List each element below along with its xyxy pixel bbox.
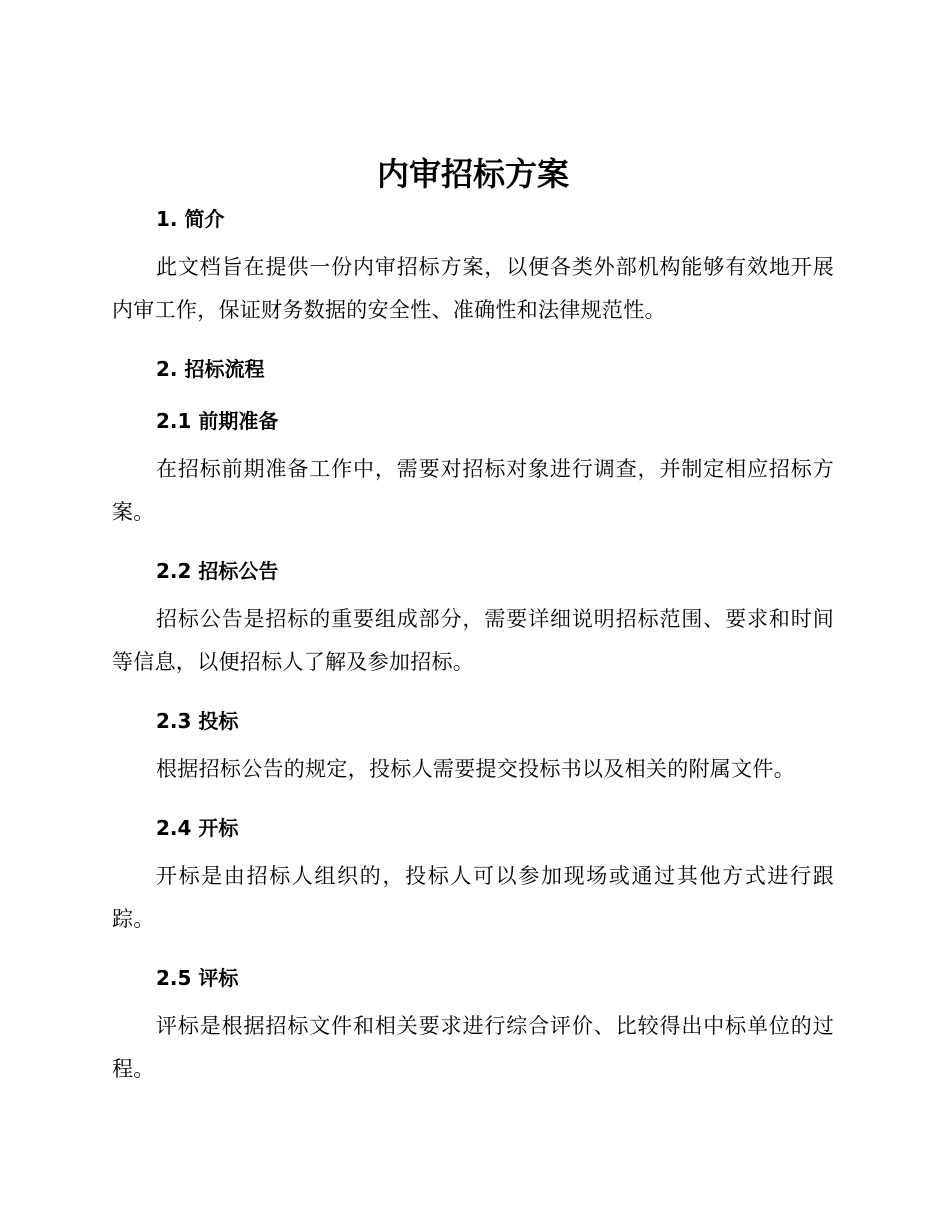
section-heading-evaluation: 2.5 评标 [156,966,239,990]
document-title: 内审招标方案 [376,155,569,193]
section-paragraph-tendering: 根据招标公告的规定，投标人需要提交投标书以及相关的附属文件。 [156,757,795,781]
section-paragraph-preparation: 在招标前期准备工作中，需要对招标对象进行调查，并制定相应招标方案。 [112,457,834,524]
section-heading-preparation: 2.1 前期准备 [156,409,279,433]
section-paragraph-announcement: 招标公告是招标的重要组成部分，需要详细说明招标范围、要求和时间等信息，以便招标人了解及参加招标。 [112,607,834,674]
section-heading-bidding-process: 2. 招标流程 [156,357,265,381]
section-heading-introduction: 1. 简介 [156,207,225,231]
section-heading-bid-opening: 2.4 开标 [156,816,239,840]
section-heading-tendering: 2.3 投标 [156,709,239,733]
section-paragraph-evaluation: 评标是根据招标文件和相关要求进行综合评价、比较得出中标单位的过程。 [112,1014,834,1081]
section-heading-announcement: 2.2 招标公告 [156,559,279,583]
document-page [112,150,834,1091]
section-paragraph-bid-opening: 开标是由招标人组织的，投标人可以参加现场或通过其他方式进行跟踪。 [112,864,834,931]
section-paragraph-introduction: 此文档旨在提供一份内审招标方案，以便各类外部机构能够有效地开展内审工作，保证财务数据的安全性、准确性和法律规范性。 [112,255,834,322]
